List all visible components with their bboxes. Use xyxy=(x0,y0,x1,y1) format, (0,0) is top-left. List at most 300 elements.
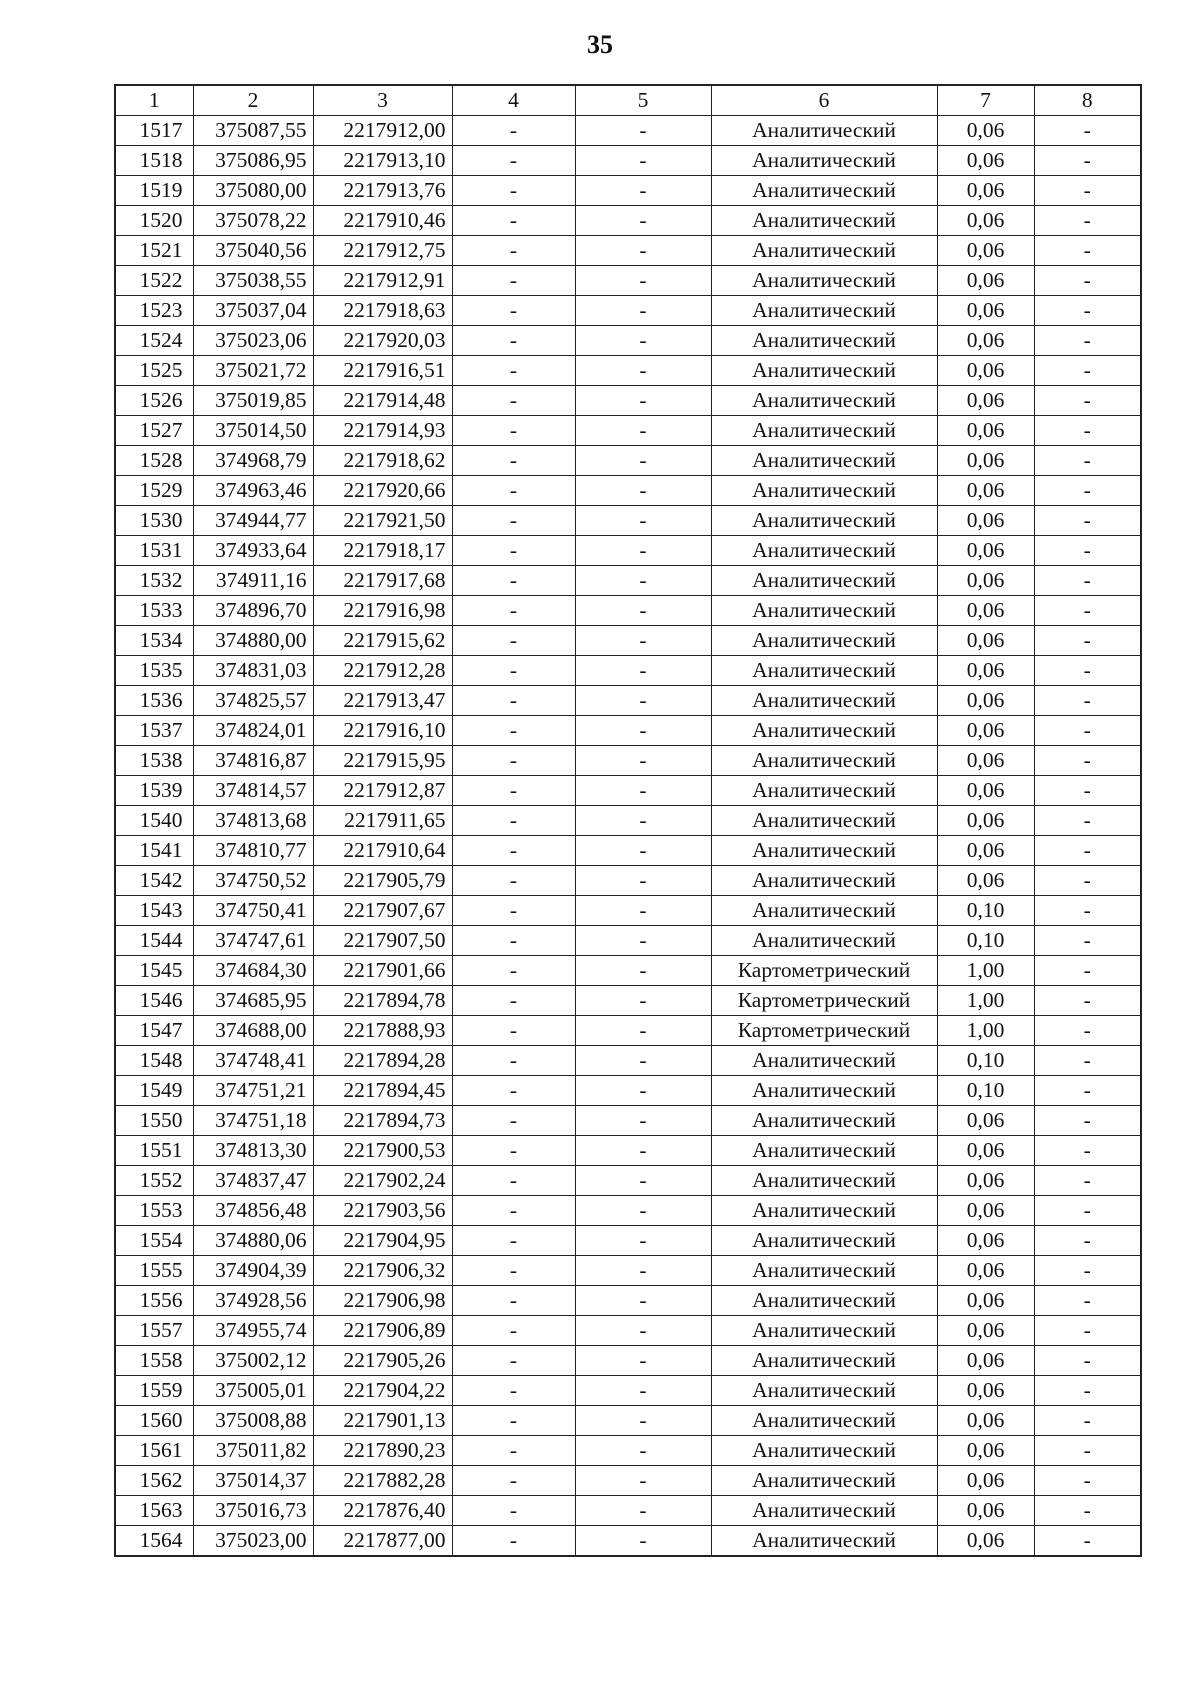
cell-accuracy: 0,06 xyxy=(937,656,1034,686)
cell-x-coordinate: 374813,68 xyxy=(193,806,313,836)
cell-column-8: - xyxy=(1034,1046,1141,1076)
cell-method: Аналитический xyxy=(711,236,937,266)
cell-point-number: 1529 xyxy=(115,476,193,506)
cell-column-4: - xyxy=(452,836,575,866)
table-row xyxy=(115,836,1141,866)
cell-column-5: - xyxy=(575,146,711,176)
cell-accuracy: 0,06 xyxy=(937,1466,1034,1496)
table-row xyxy=(115,506,1141,536)
cell-point-number: 1535 xyxy=(115,656,193,686)
cell-accuracy: 0,06 xyxy=(937,416,1034,446)
cell-x-coordinate: 374684,30 xyxy=(193,956,313,986)
table-row xyxy=(115,1406,1141,1436)
table-row xyxy=(115,1436,1141,1466)
cell-accuracy: 0,06 xyxy=(937,806,1034,836)
cell-column-4: - xyxy=(452,596,575,626)
cell-column-4: - xyxy=(452,1166,575,1196)
cell-column-8: - xyxy=(1034,776,1141,806)
cell-column-8: - xyxy=(1034,1496,1141,1526)
cell-column-5: - xyxy=(575,1526,711,1557)
cell-point-number: 1526 xyxy=(115,386,193,416)
cell-x-coordinate: 374824,01 xyxy=(193,716,313,746)
cell-y-coordinate: 2217904,95 xyxy=(313,1226,452,1256)
cell-column-4: - xyxy=(452,146,575,176)
cell-column-5: - xyxy=(575,746,711,776)
cell-column-8: - xyxy=(1034,716,1141,746)
cell-column-4: - xyxy=(452,986,575,1016)
cell-y-coordinate: 2217890,23 xyxy=(313,1436,452,1466)
cell-x-coordinate: 374896,70 xyxy=(193,596,313,626)
cell-x-coordinate: 375023,00 xyxy=(193,1526,313,1557)
column-header-5: 5 xyxy=(575,85,711,116)
cell-column-8: - xyxy=(1034,806,1141,836)
cell-point-number: 1551 xyxy=(115,1136,193,1166)
table-row xyxy=(115,476,1141,506)
cell-column-5: - xyxy=(575,116,711,146)
cell-column-5: - xyxy=(575,1466,711,1496)
cell-method: Аналитический xyxy=(711,266,937,296)
cell-column-5: - xyxy=(575,326,711,356)
cell-method: Аналитический xyxy=(711,536,937,566)
cell-column-4: - xyxy=(452,626,575,656)
cell-method: Картометрический xyxy=(711,956,937,986)
cell-point-number: 1556 xyxy=(115,1286,193,1316)
cell-column-5: - xyxy=(575,956,711,986)
cell-y-coordinate: 2217901,13 xyxy=(313,1406,452,1436)
cell-point-number: 1517 xyxy=(115,116,193,146)
cell-method: Аналитический xyxy=(711,866,937,896)
cell-method: Аналитический xyxy=(711,1406,937,1436)
cell-column-8: - xyxy=(1034,476,1141,506)
cell-x-coordinate: 374911,16 xyxy=(193,566,313,596)
cell-column-5: - xyxy=(575,1496,711,1526)
cell-column-4: - xyxy=(452,1526,575,1557)
cell-column-8: - xyxy=(1034,1196,1141,1226)
cell-y-coordinate: 2217913,47 xyxy=(313,686,452,716)
cell-column-5: - xyxy=(575,1376,711,1406)
cell-column-5: - xyxy=(575,296,711,326)
cell-column-8: - xyxy=(1034,896,1141,926)
cell-point-number: 1519 xyxy=(115,176,193,206)
cell-column-5: - xyxy=(575,1166,711,1196)
cell-column-8: - xyxy=(1034,956,1141,986)
cell-column-4: - xyxy=(452,926,575,956)
column-header-8: 8 xyxy=(1034,85,1141,116)
cell-accuracy: 0,06 xyxy=(937,1226,1034,1256)
cell-point-number: 1546 xyxy=(115,986,193,1016)
cell-column-5: - xyxy=(575,686,711,716)
cell-method: Аналитический xyxy=(711,1286,937,1316)
cell-column-4: - xyxy=(452,506,575,536)
table-row xyxy=(115,686,1141,716)
cell-x-coordinate: 374831,03 xyxy=(193,656,313,686)
cell-column-4: - xyxy=(452,1046,575,1076)
cell-point-number: 1552 xyxy=(115,1166,193,1196)
table-row xyxy=(115,116,1141,146)
cell-y-coordinate: 2217910,46 xyxy=(313,206,452,236)
cell-column-8: - xyxy=(1034,326,1141,356)
cell-column-4: - xyxy=(452,716,575,746)
table-row xyxy=(115,1226,1141,1256)
cell-point-number: 1550 xyxy=(115,1106,193,1136)
cell-y-coordinate: 2217906,32 xyxy=(313,1256,452,1286)
cell-column-5: - xyxy=(575,1226,711,1256)
cell-column-8: - xyxy=(1034,266,1141,296)
cell-accuracy: 0,06 xyxy=(937,476,1034,506)
cell-column-5: - xyxy=(575,206,711,236)
cell-point-number: 1545 xyxy=(115,956,193,986)
cell-y-coordinate: 2217921,50 xyxy=(313,506,452,536)
cell-method: Аналитический xyxy=(711,656,937,686)
cell-method: Аналитический xyxy=(711,1166,937,1196)
table-row xyxy=(115,626,1141,656)
cell-point-number: 1518 xyxy=(115,146,193,176)
cell-column-5: - xyxy=(575,1106,711,1136)
cell-accuracy: 0,06 xyxy=(937,1346,1034,1376)
cell-y-coordinate: 2217902,24 xyxy=(313,1166,452,1196)
cell-point-number: 1528 xyxy=(115,446,193,476)
cell-column-4: - xyxy=(452,446,575,476)
cell-x-coordinate: 374933,64 xyxy=(193,536,313,566)
cell-x-coordinate: 374747,61 xyxy=(193,926,313,956)
cell-column-5: - xyxy=(575,236,711,266)
cell-x-coordinate: 374685,95 xyxy=(193,986,313,1016)
cell-method: Аналитический xyxy=(711,116,937,146)
cell-column-8: - xyxy=(1034,1166,1141,1196)
cell-column-4: - xyxy=(452,536,575,566)
cell-point-number: 1560 xyxy=(115,1406,193,1436)
cell-method: Аналитический xyxy=(711,1436,937,1466)
cell-point-number: 1537 xyxy=(115,716,193,746)
cell-y-coordinate: 2217912,91 xyxy=(313,266,452,296)
cell-column-5: - xyxy=(575,176,711,206)
table-row xyxy=(115,566,1141,596)
cell-column-8: - xyxy=(1034,836,1141,866)
cell-x-coordinate: 375005,01 xyxy=(193,1376,313,1406)
cell-column-4: - xyxy=(452,236,575,266)
column-header-3: 3 xyxy=(313,85,452,116)
cell-method: Аналитический xyxy=(711,836,937,866)
cell-y-coordinate: 2217888,93 xyxy=(313,1016,452,1046)
cell-x-coordinate: 375021,72 xyxy=(193,356,313,386)
table-row xyxy=(115,1016,1141,1046)
cell-x-coordinate: 375078,22 xyxy=(193,206,313,236)
cell-column-5: - xyxy=(575,356,711,386)
cell-accuracy: 0,06 xyxy=(937,1526,1034,1557)
cell-method: Аналитический xyxy=(711,1196,937,1226)
cell-method: Аналитический xyxy=(711,746,937,776)
cell-column-8: - xyxy=(1034,1106,1141,1136)
table-row xyxy=(115,266,1141,296)
cell-method: Аналитический xyxy=(711,476,937,506)
cell-y-coordinate: 2217915,95 xyxy=(313,746,452,776)
cell-accuracy: 0,06 xyxy=(937,1166,1034,1196)
cell-column-4: - xyxy=(452,326,575,356)
cell-method: Аналитический xyxy=(711,1076,937,1106)
table-row xyxy=(115,536,1141,566)
cell-method: Аналитический xyxy=(711,686,937,716)
cell-column-8: - xyxy=(1034,206,1141,236)
cell-column-5: - xyxy=(575,1196,711,1226)
cell-y-coordinate: 2217915,62 xyxy=(313,626,452,656)
cell-point-number: 1548 xyxy=(115,1046,193,1076)
column-header-1: 1 xyxy=(115,85,193,116)
cell-x-coordinate: 374814,57 xyxy=(193,776,313,806)
cell-accuracy: 0,06 xyxy=(937,326,1034,356)
cell-x-coordinate: 375019,85 xyxy=(193,386,313,416)
table-row xyxy=(115,1166,1141,1196)
cell-method: Аналитический xyxy=(711,626,937,656)
cell-column-8: - xyxy=(1034,1466,1141,1496)
table-row xyxy=(115,206,1141,236)
cell-accuracy: 0,06 xyxy=(937,1496,1034,1526)
cell-x-coordinate: 375023,06 xyxy=(193,326,313,356)
cell-y-coordinate: 2217894,28 xyxy=(313,1046,452,1076)
cell-column-4: - xyxy=(452,1436,575,1466)
cell-y-coordinate: 2217907,50 xyxy=(313,926,452,956)
cell-column-8: - xyxy=(1034,866,1141,896)
cell-column-5: - xyxy=(575,836,711,866)
table-row xyxy=(115,1136,1141,1166)
cell-accuracy: 0,06 xyxy=(937,356,1034,386)
cell-method: Аналитический xyxy=(711,596,937,626)
table-row xyxy=(115,776,1141,806)
cell-column-8: - xyxy=(1034,626,1141,656)
table-row xyxy=(115,806,1141,836)
cell-accuracy: 0,06 xyxy=(937,1376,1034,1406)
table-row xyxy=(115,1376,1141,1406)
cell-x-coordinate: 375086,95 xyxy=(193,146,313,176)
cell-accuracy: 0,06 xyxy=(937,866,1034,896)
cell-x-coordinate: 374904,39 xyxy=(193,1256,313,1286)
cell-column-4: - xyxy=(452,1136,575,1166)
cell-x-coordinate: 374748,41 xyxy=(193,1046,313,1076)
cell-x-coordinate: 374688,00 xyxy=(193,1016,313,1046)
table-row xyxy=(115,1256,1141,1286)
cell-y-coordinate: 2217916,10 xyxy=(313,716,452,746)
cell-y-coordinate: 2217905,26 xyxy=(313,1346,452,1376)
cell-method: Аналитический xyxy=(711,326,937,356)
cell-method: Аналитический xyxy=(711,206,937,236)
cell-column-8: - xyxy=(1034,386,1141,416)
cell-method: Аналитический xyxy=(711,926,937,956)
cell-column-8: - xyxy=(1034,1346,1141,1376)
cell-method: Аналитический xyxy=(711,1316,937,1346)
cell-column-5: - xyxy=(575,626,711,656)
cell-method: Аналитический xyxy=(711,1256,937,1286)
table-row xyxy=(115,296,1141,326)
cell-accuracy: 0,06 xyxy=(937,1316,1034,1346)
cell-accuracy: 0,06 xyxy=(937,446,1034,476)
cell-point-number: 1553 xyxy=(115,1196,193,1226)
cell-method: Аналитический xyxy=(711,176,937,206)
cell-column-8: - xyxy=(1034,146,1141,176)
cell-column-5: - xyxy=(575,866,711,896)
cell-column-8: - xyxy=(1034,446,1141,476)
table-row xyxy=(115,896,1141,926)
cell-column-8: - xyxy=(1034,506,1141,536)
cell-point-number: 1555 xyxy=(115,1256,193,1286)
cell-column-8: - xyxy=(1034,1406,1141,1436)
table-row xyxy=(115,866,1141,896)
cell-method: Аналитический xyxy=(711,716,937,746)
cell-column-5: - xyxy=(575,1316,711,1346)
cell-column-4: - xyxy=(452,416,575,446)
cell-x-coordinate: 374880,06 xyxy=(193,1226,313,1256)
cell-y-coordinate: 2217918,17 xyxy=(313,536,452,566)
cell-y-coordinate: 2217901,66 xyxy=(313,956,452,986)
cell-column-5: - xyxy=(575,1076,711,1106)
cell-accuracy: 0,06 xyxy=(937,746,1034,776)
cell-point-number: 1561 xyxy=(115,1436,193,1466)
cell-method: Аналитический xyxy=(711,1106,937,1136)
cell-method: Аналитический xyxy=(711,296,937,326)
cell-column-8: - xyxy=(1034,296,1141,326)
cell-accuracy: 0,10 xyxy=(937,896,1034,926)
cell-point-number: 1531 xyxy=(115,536,193,566)
cell-point-number: 1521 xyxy=(115,236,193,266)
cell-column-4: - xyxy=(452,956,575,986)
cell-column-5: - xyxy=(575,776,711,806)
cell-column-4: - xyxy=(452,116,575,146)
cell-y-coordinate: 2217903,56 xyxy=(313,1196,452,1226)
cell-method: Картометрический xyxy=(711,1016,937,1046)
cell-x-coordinate: 375038,55 xyxy=(193,266,313,296)
cell-column-4: - xyxy=(452,206,575,236)
cell-method: Аналитический xyxy=(711,506,937,536)
cell-column-4: - xyxy=(452,476,575,506)
cell-y-coordinate: 2217877,00 xyxy=(313,1526,452,1557)
cell-y-coordinate: 2217882,28 xyxy=(313,1466,452,1496)
cell-point-number: 1557 xyxy=(115,1316,193,1346)
cell-method: Аналитический xyxy=(711,806,937,836)
cell-method: Аналитический xyxy=(711,1136,937,1166)
cell-x-coordinate: 374856,48 xyxy=(193,1196,313,1226)
cell-column-4: - xyxy=(452,1076,575,1106)
cell-point-number: 1534 xyxy=(115,626,193,656)
cell-column-5: - xyxy=(575,416,711,446)
cell-accuracy: 0,10 xyxy=(937,1046,1034,1076)
cell-accuracy: 0,10 xyxy=(937,1076,1034,1106)
cell-point-number: 1554 xyxy=(115,1226,193,1256)
cell-x-coordinate: 374968,79 xyxy=(193,446,313,476)
table-row xyxy=(115,1496,1141,1526)
cell-column-8: - xyxy=(1034,1016,1141,1046)
cell-column-4: - xyxy=(452,686,575,716)
cell-y-coordinate: 2217913,76 xyxy=(313,176,452,206)
cell-accuracy: 0,06 xyxy=(937,836,1034,866)
cell-accuracy: 0,06 xyxy=(937,1436,1034,1466)
cell-y-coordinate: 2217917,68 xyxy=(313,566,452,596)
table-row xyxy=(115,1046,1141,1076)
table-row xyxy=(115,1076,1141,1106)
cell-point-number: 1527 xyxy=(115,416,193,446)
cell-column-4: - xyxy=(452,296,575,326)
cell-column-8: - xyxy=(1034,986,1141,1016)
cell-y-coordinate: 2217912,75 xyxy=(313,236,452,266)
cell-column-4: - xyxy=(452,1016,575,1046)
cell-point-number: 1525 xyxy=(115,356,193,386)
cell-column-8: - xyxy=(1034,236,1141,266)
table-header-row xyxy=(115,85,1141,116)
table-row xyxy=(115,416,1141,446)
cell-x-coordinate: 374928,56 xyxy=(193,1286,313,1316)
cell-column-5: - xyxy=(575,266,711,296)
table-row xyxy=(115,176,1141,206)
cell-y-coordinate: 2217894,73 xyxy=(313,1106,452,1136)
cell-column-5: - xyxy=(575,536,711,566)
cell-accuracy: 1,00 xyxy=(937,1016,1034,1046)
cell-x-coordinate: 374837,47 xyxy=(193,1166,313,1196)
cell-column-8: - xyxy=(1034,1256,1141,1286)
cell-column-8: - xyxy=(1034,1526,1141,1557)
cell-point-number: 1536 xyxy=(115,686,193,716)
cell-accuracy: 1,00 xyxy=(937,956,1034,986)
column-header-6: 6 xyxy=(711,85,937,116)
table-row xyxy=(115,1196,1141,1226)
cell-point-number: 1559 xyxy=(115,1376,193,1406)
cell-method: Аналитический xyxy=(711,1346,937,1376)
cell-column-5: - xyxy=(575,896,711,926)
cell-y-coordinate: 2217906,98 xyxy=(313,1286,452,1316)
cell-y-coordinate: 2217914,93 xyxy=(313,416,452,446)
cell-accuracy: 0,06 xyxy=(937,686,1034,716)
cell-accuracy: 0,06 xyxy=(937,296,1034,326)
cell-column-4: - xyxy=(452,776,575,806)
cell-x-coordinate: 375087,55 xyxy=(193,116,313,146)
cell-y-coordinate: 2217911,65 xyxy=(313,806,452,836)
cell-method: Аналитический xyxy=(711,1226,937,1256)
cell-accuracy: 0,06 xyxy=(937,1406,1034,1436)
cell-method: Аналитический xyxy=(711,896,937,926)
cell-column-4: - xyxy=(452,266,575,296)
cell-method: Аналитический xyxy=(711,386,937,416)
cell-y-coordinate: 2217920,03 xyxy=(313,326,452,356)
cell-x-coordinate: 374816,87 xyxy=(193,746,313,776)
cell-column-5: - xyxy=(575,446,711,476)
cell-column-8: - xyxy=(1034,656,1141,686)
cell-column-5: - xyxy=(575,986,711,1016)
cell-column-5: - xyxy=(575,386,711,416)
cell-column-5: - xyxy=(575,806,711,836)
cell-point-number: 1533 xyxy=(115,596,193,626)
cell-accuracy: 0,06 xyxy=(937,1196,1034,1226)
cell-method: Аналитический xyxy=(711,146,937,176)
cell-column-4: - xyxy=(452,1376,575,1406)
cell-y-coordinate: 2217904,22 xyxy=(313,1376,452,1406)
cell-column-5: - xyxy=(575,596,711,626)
cell-column-4: - xyxy=(452,1466,575,1496)
cell-x-coordinate: 374751,18 xyxy=(193,1106,313,1136)
cell-x-coordinate: 375014,37 xyxy=(193,1466,313,1496)
column-header-7: 7 xyxy=(937,85,1034,116)
cell-point-number: 1523 xyxy=(115,296,193,326)
cell-accuracy: 1,00 xyxy=(937,986,1034,1016)
cell-point-number: 1558 xyxy=(115,1346,193,1376)
cell-x-coordinate: 374944,77 xyxy=(193,506,313,536)
cell-x-coordinate: 374810,77 xyxy=(193,836,313,866)
cell-accuracy: 0,06 xyxy=(937,506,1034,536)
cell-accuracy: 0,06 xyxy=(937,176,1034,206)
table-row xyxy=(115,236,1141,266)
cell-point-number: 1538 xyxy=(115,746,193,776)
cell-column-5: - xyxy=(575,1136,711,1166)
cell-x-coordinate: 375080,00 xyxy=(193,176,313,206)
cell-point-number: 1532 xyxy=(115,566,193,596)
cell-y-coordinate: 2217914,48 xyxy=(313,386,452,416)
cell-column-5: - xyxy=(575,716,711,746)
table-row xyxy=(115,956,1141,986)
